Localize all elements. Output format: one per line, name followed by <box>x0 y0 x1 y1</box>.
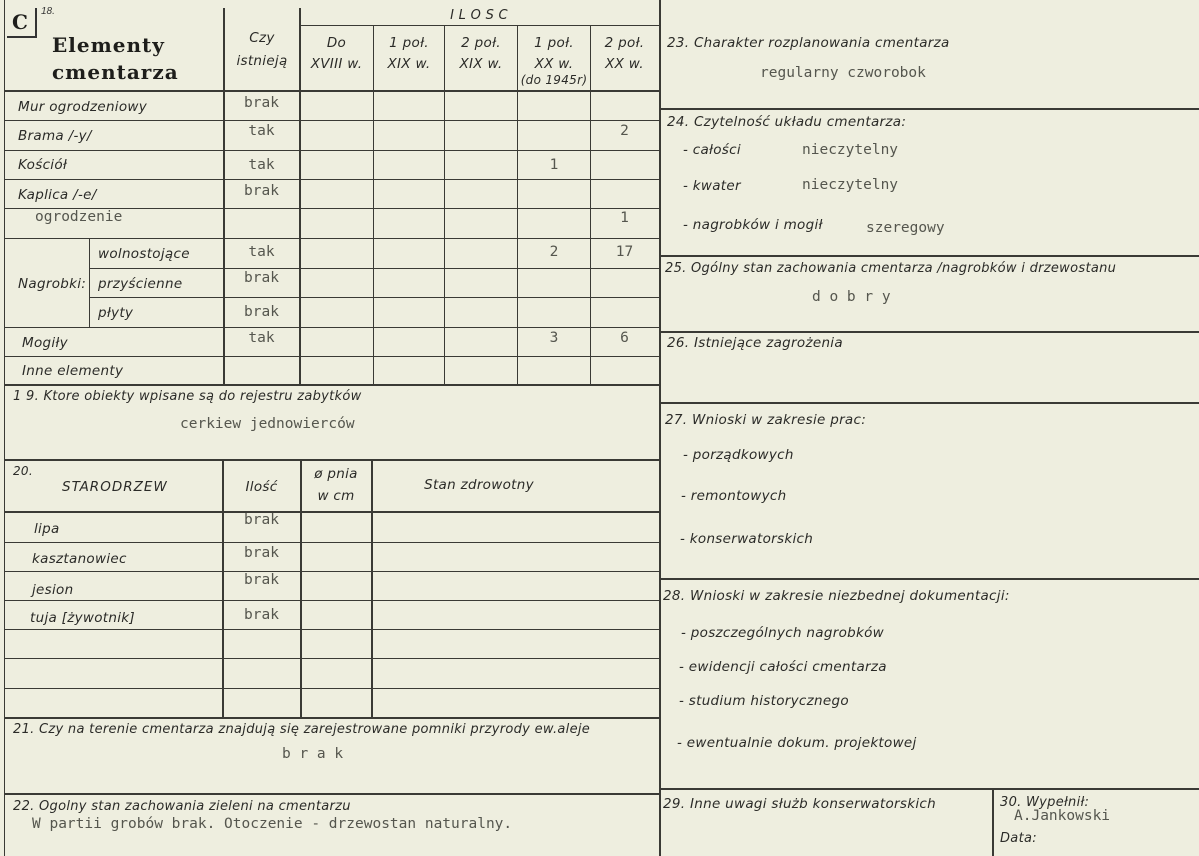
row-exists: tak <box>248 244 275 260</box>
section-27-item: - konserwatorskich <box>680 531 814 547</box>
count-cell: 3 <box>549 330 559 346</box>
period-header: XIX w. <box>387 56 431 72</box>
period-header: 1 poł. <box>389 35 429 51</box>
row-label: Mur ogrodzeniowy <box>18 99 148 115</box>
section-28-item: - poszczególnych nagrobków <box>681 625 885 641</box>
row-exists: tak <box>248 157 275 173</box>
period-header: XX w. <box>605 56 644 72</box>
section-18-title-line1: Elementy <box>52 33 165 57</box>
section-23-label: 23. Charakter rozplanowania cmentarza <box>667 35 950 51</box>
nagrobki-label: Nagrobki: <box>18 276 87 292</box>
section-24-label: 24. Czytelność układu cmentarza: <box>667 114 907 130</box>
section-30-label: 30. Wypełnił: <box>1000 795 1090 810</box>
section-30-date-label: Data: <box>1000 831 1037 846</box>
row-exists: brak <box>244 95 279 111</box>
period-header: Do <box>326 35 347 51</box>
card-letter: C <box>12 10 28 34</box>
tree-name: kasztanowiec <box>32 551 127 567</box>
row-label: przyścienne <box>98 276 183 292</box>
tree-count: brak <box>244 545 279 561</box>
section-21-value: b r a k <box>282 746 344 762</box>
header-exists-line2: istnieją <box>236 53 288 69</box>
section-29-label: 29. Inne uwagi służb konserwatorskich <box>663 796 936 812</box>
period-header: (do 1945r) <box>520 73 588 87</box>
starodrzew-header: STARODRZEW <box>62 479 168 495</box>
tree-count-header: Ilość <box>245 479 278 495</box>
period-header: 2 poł. <box>461 35 501 51</box>
period-header: 1 poł. <box>534 35 574 51</box>
section-24-item-value: szeregowy <box>866 220 945 236</box>
section-24-item-label: - kwater <box>683 178 741 194</box>
period-header: XIX w. <box>459 56 503 72</box>
section-28-item: - studium historycznego <box>679 693 849 709</box>
row-exists: brak <box>244 183 279 199</box>
section-30-value: A.Jankowski <box>1014 808 1111 824</box>
tree-name: lipa <box>34 521 60 537</box>
section-24-item-value: nieczytelny <box>802 142 899 158</box>
tree-count: brak <box>244 512 279 528</box>
tree-count: brak <box>244 607 279 623</box>
section-23-value: regularny czworobok <box>760 65 926 81</box>
row-exists: brak <box>244 270 279 286</box>
count-cell: 17 <box>615 244 634 260</box>
section-20-number: 20. <box>13 464 33 478</box>
count-cell: 2 <box>549 244 559 260</box>
row-label: wolnostojące <box>98 246 190 262</box>
section-26-label: 26. Istniejące zagrożenia <box>667 335 843 351</box>
section-22-label: 22. Ogolny stan zachowania zieleni na cmentarzu <box>13 799 351 814</box>
section-18-number: 18. <box>41 6 55 17</box>
header-exists-line1: Czy <box>249 30 275 46</box>
section-28-item: - ewidencji całości cmentarza <box>679 659 887 675</box>
row-label: Mogiły <box>22 335 68 351</box>
tree-diameter-header-line1: ø pnia <box>314 466 358 482</box>
count-cell: 6 <box>620 330 629 346</box>
header-quantity: I L O S C <box>450 8 508 23</box>
tree-name: jesion <box>32 582 74 598</box>
section-27-item: - porządkowych <box>683 447 794 463</box>
period-header: 2 poł. <box>604 35 645 51</box>
row-exists: tak <box>248 123 275 139</box>
tree-name: tuja [żywotnik] <box>30 610 135 626</box>
section-28-label: 28. Wnioski w zakresie niezbednej dokumentacji: <box>663 588 1010 604</box>
row-label: Kaplica /-e/ <box>18 187 97 203</box>
row-label: ogrodzenie <box>35 209 123 225</box>
section-25-label: 25. Ogólny stan zachowania cmentarza /nagrobków i drzewostanu <box>665 261 1117 276</box>
row-exists: tak <box>248 330 275 346</box>
row-label: Brama /-y/ <box>18 128 92 144</box>
section-18-title-line2: cmentarza <box>52 60 179 84</box>
tree-health-header: Stan zdrowotny <box>424 477 534 493</box>
section-28-item: - ewentualnie dokum. projektowej <box>677 735 917 751</box>
row-label: Kościół <box>18 157 68 173</box>
section-25-value: d o b r y <box>812 289 891 305</box>
count-cell: 1 <box>620 210 629 226</box>
section-22-value: W partii grobów brak. Otoczenie - drzewostan naturalny. <box>32 816 513 832</box>
row-label: płyty <box>98 305 134 321</box>
period-header: XVIII w. <box>310 56 363 72</box>
section-24-item-label: - całości <box>683 142 741 158</box>
row-label: Inne elementy <box>22 363 124 379</box>
section-27-item: - remontowych <box>681 488 787 504</box>
section-19-label: 1 9. Ktore obiekty wpisane są do rejestru zabytków <box>13 389 362 404</box>
period-header: XX w. <box>534 56 574 72</box>
section-27-label: 27. Wnioski w zakresie prac: <box>665 412 867 428</box>
count-cell: 2 <box>620 123 629 139</box>
count-cell: 1 <box>549 157 559 173</box>
row-exists: brak <box>244 304 279 320</box>
tree-count: brak <box>244 572 279 588</box>
section-21-label: 21. Czy na terenie cmentarza znajdują się zarejestrowane pomniki przyrody ew.aleje <box>13 722 591 737</box>
section-24-item-label: - nagrobków i mogił <box>683 217 823 233</box>
section-19-value: cerkiew jednowierców <box>180 416 355 432</box>
tree-diameter-header-line2: w cm <box>317 488 355 504</box>
section-24-item-value: nieczytelny <box>802 177 899 193</box>
